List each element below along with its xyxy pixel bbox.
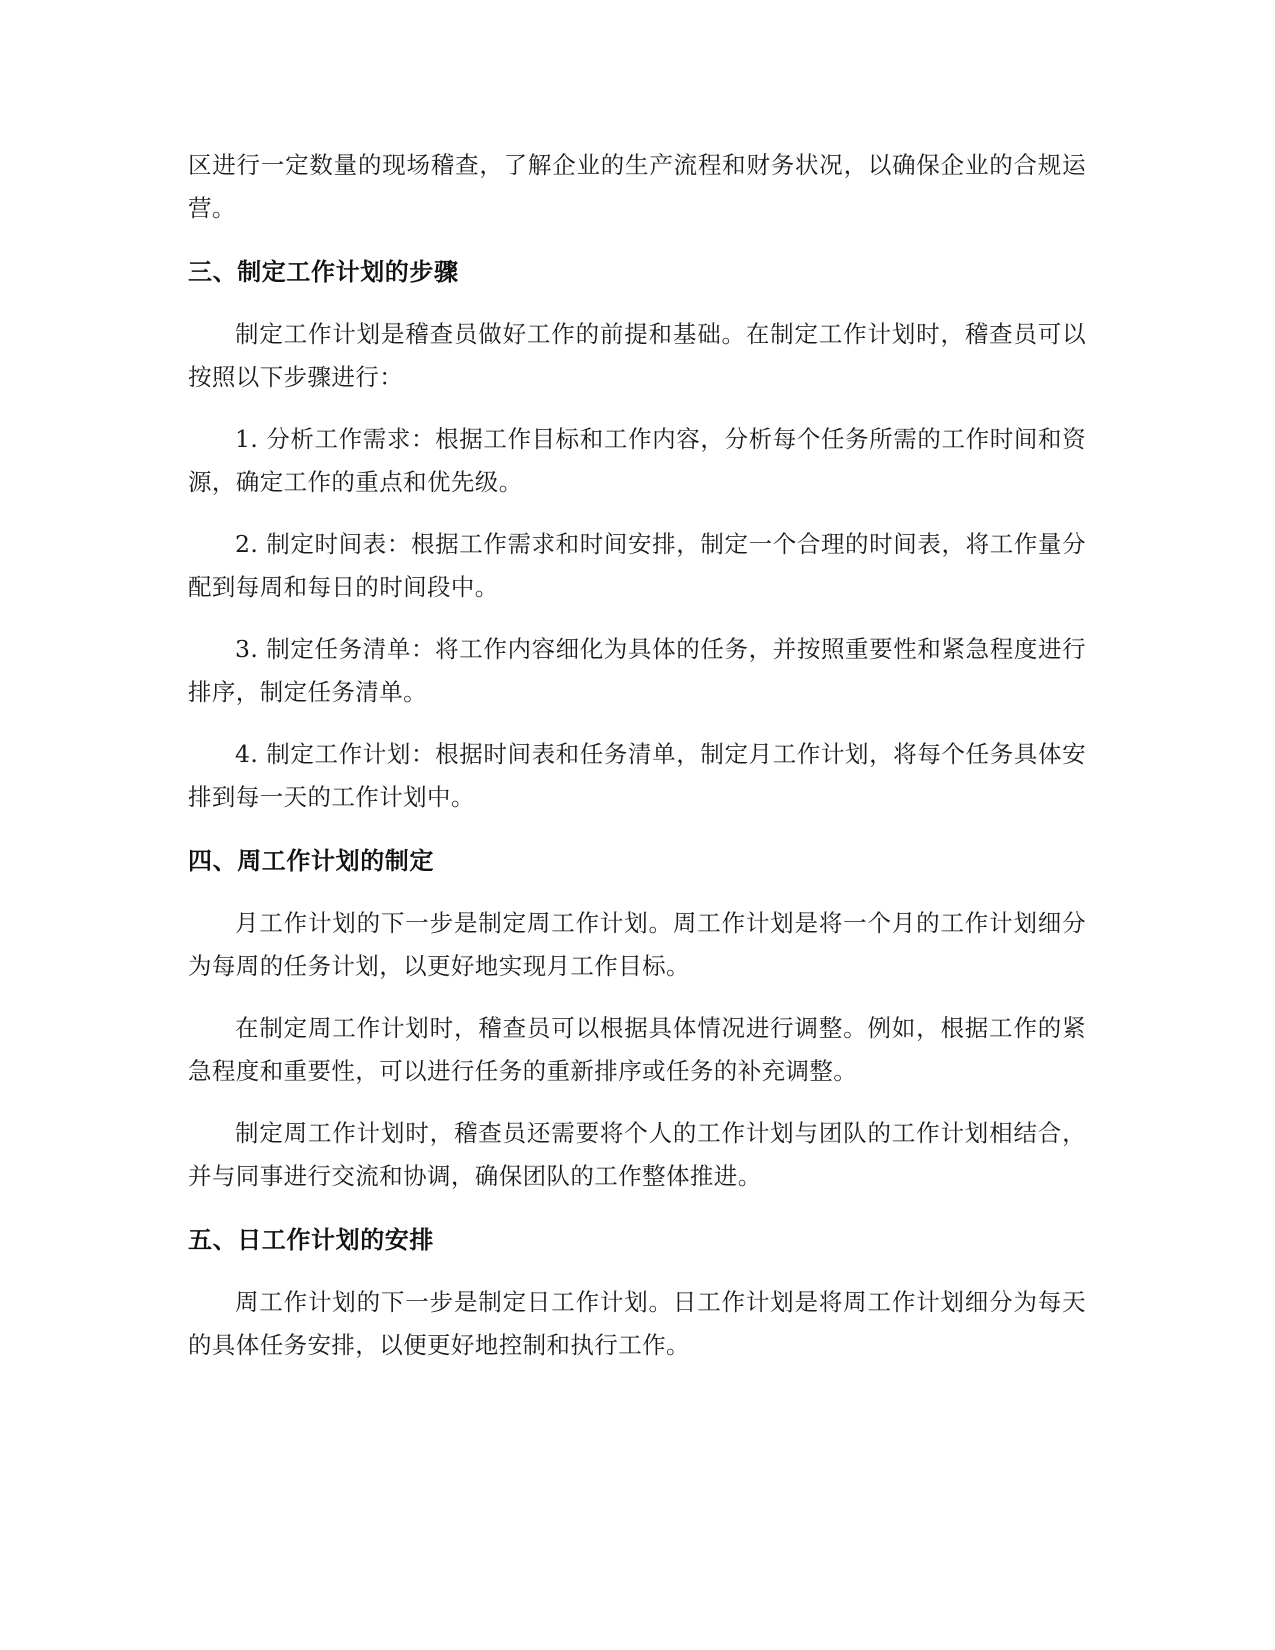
section-5-paragraph-1: 周工作计划的下一步是制定日工作计划。日工作计划是将周工作计划细分为每天的具体任务安排，以便更好地控制和执行工作。 xyxy=(188,1288,1086,1359)
step-4-paragraph: 4. 制定工作计划：根据时间表和任务清单，制定月工作计划，将每个任务具体安排到每一天的工作计划中。 xyxy=(188,740,1086,811)
section-5-heading: 五、日工作计划的安排 xyxy=(188,1226,434,1254)
section-4-paragraph-2: 在制定周工作计划时，稽查员可以根据具体情况进行调整。例如，根据工作的紧急程度和重要性，可以进行任务的重新排序或任务的补充调整。 xyxy=(188,1014,1086,1085)
section-3-intro-paragraph: 制定工作计划是稽查员做好工作的前提和基础。在制定工作计划时，稽查员可以按照以下步骤进行： xyxy=(188,320,1086,391)
section-4-heading: 四、周工作计划的制定 xyxy=(188,847,434,875)
section-3-heading: 三、制定工作计划的步骤 xyxy=(188,258,459,286)
document-body xyxy=(188,144,1086,1367)
step-3-paragraph: 3. 制定任务清单：将工作内容细化为具体的任务，并按照重要性和紧急程度进行排序，制定任务清单。 xyxy=(188,635,1086,706)
section-4-paragraph-1: 月工作计划的下一步是制定周工作计划。周工作计划是将一个月的工作计划细分为每周的任务计划，以更好地实现月工作目标。 xyxy=(188,909,1086,980)
intro-continuation-paragraph: 区进行一定数量的现场稽查，了解企业的生产流程和财务状况，以确保企业的合规运营。 xyxy=(188,151,1086,222)
step-2-paragraph: 2. 制定时间表：根据工作需求和时间安排，制定一个合理的时间表，将工作量分配到每周和每日的时间段中。 xyxy=(188,530,1086,601)
section-4-paragraph-3: 制定周工作计划时，稽查员还需要将个人的工作计划与团队的工作计划相结合，并与同事进行交流和协调，确保团队的工作整体推进。 xyxy=(188,1119,1086,1190)
step-1-paragraph: 1. 分析工作需求：根据工作目标和工作内容，分析每个任务所需的工作时间和资源，确定工作的重点和优先级。 xyxy=(188,425,1086,496)
